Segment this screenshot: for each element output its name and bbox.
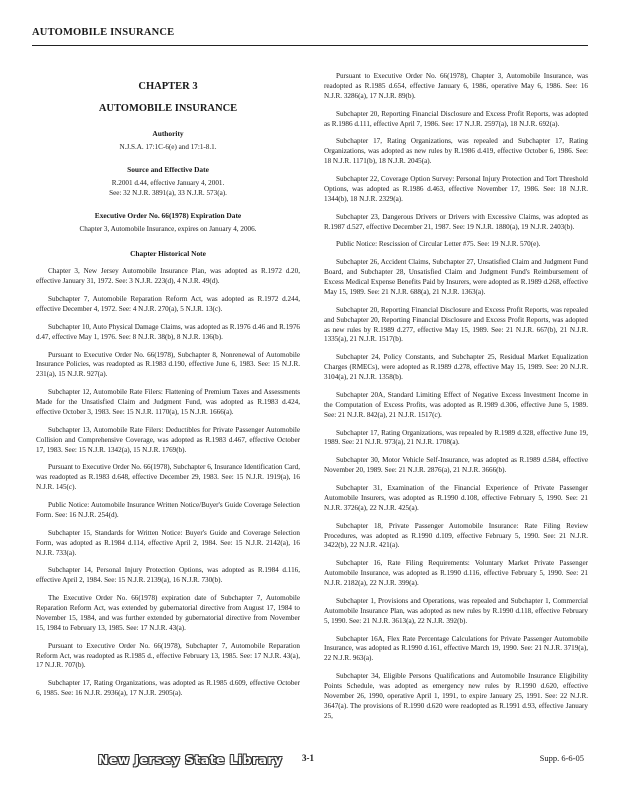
history-paragraph: Subchapter 31, Examination of the Financial Experience of Private Passenger Automobile Insurers, was adopted as R.1990 d.108, effective February 5, 1990. See: 21 N.J.R. 3726(a), 22 N.J.R. 425(a). (324, 484, 588, 512)
source-line-2: See: 32 N.J.R. 3891(a), 33 N.J.R. 573(a). (109, 189, 227, 198)
history-paragraph: Subchapter 14, Personal Injury Protection Options, was adopted as R.1984 d.116, effective April 2, 1984. See: 15 N.J.R. 2139(a), 16 N.J.R. 730(b). (36, 566, 300, 585)
header-rule (32, 45, 588, 46)
history-paragraph: Subchapter 26, Accident Claims, Subchapter 27, Unsatisfied Claim and Judgment Fund Board, and Subchapter 28, Unsatisfied Claim and Judgment Fund's Reimbursement of Excess Medical Expense Benefits Paid by Insurers, were adopted as R.1989 d.268, effective May 15, 1989. See: 21 N.J.R. 688(a), 21 N.J.R. 1363(a). (324, 258, 588, 296)
authority-heading: Authority (152, 128, 184, 138)
page-number: 3-1 (302, 753, 314, 763)
source-line-1: R.2001 d.44, effective January 4, 2001. (111, 179, 225, 188)
expiration-heading: Executive Order No. 66(1978) Expiration Date (94, 211, 242, 221)
history-paragraph: Subchapter 7, Automobile Reparation Reform Act, was adopted as R.1972 d.244, effective December 4, 1972. See: 4 N.J.R. 270(a), 5 N.J.R. 13(c). (36, 295, 300, 313)
chapter-title: AUTOMOBILE INSURANCE (98, 103, 238, 115)
chapter-number: CHAPTER 3 (138, 81, 198, 92)
history-paragraph: Subchapter 20A, Standard Limiting Effect of Negative Excess Investment Income in the Computation of Excess Profits, was adopted as R.1989 d.306, effective June 5, 1989. See: 21 N.J.R. 842(a), 21 N.J.R. 1517(c). (324, 390, 588, 419)
history-paragraph: Subchapter 15, Standards for Written Notice: Buyer's Guide and Coverage Selection Form, was adopted as R.1984 d.114, effective April 2, 1984. See: 15 N.J.R. 2142(a), 16 N.J.R. 733(a). (36, 528, 300, 557)
history-paragraph: Subchapter 18, Private Passenger Automobile Insurance: Rate Filing Review Procedures, was adopted as R.1990 d.109, effective February 5, 1990. See: 21 N.J.R. 3422(b), 22 N.J.R. 421(a). (324, 521, 588, 550)
library-watermark: New Jersey State Library (98, 752, 283, 767)
history-paragraph: Chapter 3, New Jersey Automobile Insurance Plan, was adopted as R.1972 d.20, effective January 31, 1972. See: 3 N.J.R. 223(d), 4 N.J.R. 49(d). (36, 267, 300, 286)
history-paragraph: Subchapter 34, Eligible Persons Qualifications and Automobile Insurance Eligibility Points Schedule, was adopted as emergency new rules by R.1990 d.620, effective November 26, 1990, operative April 1, 1991, to expire January 25, 1991. See: 22 N.J.R. 3647(a). The provisions of R.1990 d.620 were readopted as R.1991 d.93, effective January 25, (324, 672, 588, 720)
left-column (36, 72, 300, 707)
history-paragraph: Public Notice: Automobile Insurance Written Notice/Buyer's Guide Coverage Selection Form. See: 16 N.J.R. 254(d). (36, 501, 300, 519)
history-paragraph: Public Notice: Rescission of Circular Letter #75. See: 19 N.J.R. 570(e). (336, 240, 541, 249)
running-head: AUTOMOBILE INSURANCE (32, 27, 175, 38)
history-paragraph: Subchapter 23, Dangerous Drivers or Drivers with Excessive Claims, was adopted as R.1987 d.527, effective December 21, 1987. See: 19 N.J.R. 1880(a), 19 N.J.R. 2403(b). (324, 212, 588, 231)
history-paragraph: Subchapter 24, Policy Constants, and Subchapter 25, Residual Market Equalization Charges (RMECs), were adopted as R.1989 d.278, effective May 15, 1989. See: 20 N.J.R. 3104(a), 21 N.J.R. 1358(b). (324, 353, 588, 381)
history-paragraph: Subchapter 22, Coverage Option Survey: Personal Injury Protection and Tort Threshold Options, was adopted as R.1986 d.463, effective November 17, 1986. See: 18 N.J.R. 1344(b), 18 N.J.R. 2329(a). (324, 175, 588, 203)
history-paragraph: The Executive Order No. 66(1978) expiration date of Subchapter 7, Automobile Reparation Reform Act, was extended by gubernatorial directive from August 17, 1984 to November 15, 1984, and was further extended by gubernatorial directive from November 15, 1984 to February 13, 1985. See: 17 N.J.R. 43(a). (36, 594, 300, 632)
history-paragraph: Subchapter 17, Rating Organizations, was adopted as R.1985 d.609, effective October 6, 1985. See: 16 N.J.R. 2936(a), 17 N.J.R. 2905(a). (36, 679, 300, 698)
history-paragraph: Subchapter 10, Auto Physical Damage Claims, was adopted as R.1976 d.46 and R.1976 d.47, effective May 1, 1976. See: 8 N.J.R. 38(b), 8 N.J.R. 136(b). (36, 322, 300, 341)
history-paragraph: Subchapter 17, Rating Organizations, was repealed by R.1989 d.328, effective June 19, 1989. See: 21 N.J.R. 973(a), 21 N.J.R. 1708(a). (324, 428, 588, 447)
history-paragraph: Subchapter 20, Reporting Financial Disclosure and Excess Profit Reports, was repealed and Subchapter 20, Reporting Financial Disclosure and Excess Profit Reports, was adopted as new rules by R.1989 d.277, effective May 15, 1989. See: 21 N.J.R. 667(b), 21 N.J.R. 1335(a), 21 N.J.R. 1517(b). (324, 305, 588, 344)
history-paragraph: Subchapter 17, Rating Organizations, was repealed and Subchapter 17, Rating Organizations, was adopted as new rules by R.1986 d.419, effective October 6, 1986. See: 18 N.J.R. 1171(b), 18 N.J.R. 2045(a). (324, 137, 588, 166)
source-heading: Source and Effective Date (127, 165, 209, 175)
history-paragraph: Subchapter 12, Automobile Rate Filers: Flattening of Premium Taxes and Assessments Made for the Unsatisfied Claim and Judgment Fund, was adopted as R.1983 d.424, effective October 3, 1983. See: 15 N.J.R. 1170(a), 15 N.J.R. 1666(a). (36, 388, 300, 416)
right-column (324, 72, 588, 730)
history-paragraph: Subchapter 20, Reporting Financial Disclosure and Excess Profit Reports, was adopted as R.1986 d.111, effective April 7, 1986. See: 17 N.J.R. 2597(a), 18 N.J.R. 692(a). (324, 109, 588, 128)
history-paragraph: Subchapter 16A, Flex Rate Percentage Calculations for Private Passenger Automobile Insurance, was adopted as R.1990 d.161, effective March 19, 1990. See: 21 N.J.R. 3719(a), 22 N.J.R. 963(a). (324, 634, 588, 663)
left-history-list (36, 267, 300, 699)
history-paragraph: Subchapter 16, Rate Filing Requirements: Voluntary Market Private Passenger Automobile Insurance, was adopted as R.1990 d.116, effective February 5, 1990. See: 21 N.J.R. 2182(a), 22 N.J.R. 399(a). (324, 559, 588, 587)
history-paragraph: Pursuant to Executive Order No. 66(1978), Subchapter 7, Automobile Reparation Reform Act, was readopted as R.1985 d., effective February 13, 1985. See: 17 N.J.R. 43(a), 17 N.J.R. 707(b). (36, 641, 300, 670)
history-paragraph: Pursuant to Executive Order No. 66(1978), Subchapter 6, Insurance Identification Card, was readopted as R.1983 d.648, effective December 29, 1983. See: 15 N.J.R. 1919(a), 16 N.J.R. 145(c). (36, 463, 300, 492)
history-paragraph: Subchapter 30, Motor Vehicle Self-Insurance, was adopted as R.1989 d.584, effective November 20, 1989. See: 21 N.J.R. 2876(a), 21 N.J.R. 3666(b). (324, 456, 588, 475)
history-paragraph: Subchapter 1, Provisions and Operations, was repealed and Subchapter 1, Commercial Automobile Insurance Plan, was adopted as new rules by R.1990 d.118, effective February 5, 1990. See: 21 N.J.R. 3613(a), 22 N.J.R. 392(b). (324, 596, 588, 625)
history-paragraph: Pursuant to Executive Order No. 66(1978), Subchapter 8, Nonrenewal of Automobile Insurance Policies, was readopted as R.1983 d.190, effective June 6, 1983. See: 15 N.J.R. 231(a), 15 N.J.R. 927(a). (36, 350, 300, 379)
history-paragraph: Pursuant to Executive Order No. 66(1978), Chapter 3, Automobile Insurance, was readopted as R.1985 d.654, effective January 6, 1986, operative May 6, 1986. See: 16 N.J.R. 3286(a), 17 N.J.R. 89(b). (324, 72, 588, 100)
history-paragraph: Subchapter 13, Automobile Rate Filers: Deductibles for Private Passenger Automobile Collision and Comprehensive Coverage, was adopted as R.1983 d.467, effective October 17, 1983. See: 15 N.J.R. 1342(a), 15 N.J.R. 1769(b). (36, 425, 300, 454)
expiration-text: Chapter 3, Automobile Insurance, expires on January 4, 2006. (79, 225, 257, 234)
authority-text: N.J.S.A. 17:1C-6(e) and 17:1-8.1. (119, 143, 217, 152)
history-heading: Chapter Historical Note (130, 249, 206, 259)
supplement-date: Supp. 6-6-05 (539, 753, 584, 763)
